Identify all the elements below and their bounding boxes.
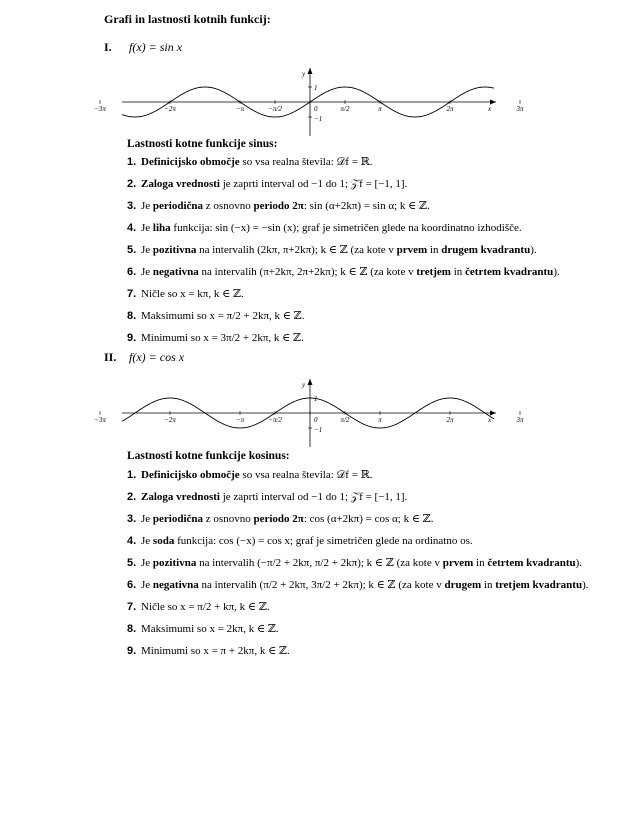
- property-item: [127, 333, 627, 355]
- page-title: Grafi in lastnosti kotnih funkcij:: [104, 12, 271, 26]
- property-text: [141, 579, 589, 591]
- property-item: [127, 602, 627, 624]
- property-text-part: Je: [141, 244, 153, 256]
- property-text: [141, 513, 434, 525]
- x-tick-label: π/2: [340, 105, 350, 113]
- property-text-bold: prvem: [442, 557, 474, 569]
- property-text-bold: Definicijsko območje: [141, 156, 240, 168]
- property-text-part: z osnovno: [203, 513, 254, 525]
- property-text-part: : sin (α+2kπ) = sin α; k ∈ ℤ.: [303, 200, 430, 212]
- x-tick-label: 0: [314, 105, 318, 113]
- properties-list-sin: [127, 157, 627, 355]
- y-tick-label: 1: [314, 395, 318, 403]
- x-tick-label: −3π: [94, 416, 106, 424]
- property-text-part: Je: [141, 222, 153, 234]
- x-tick-label: π/2: [340, 416, 350, 424]
- property-text-bold: Definicijsko območje: [141, 469, 240, 481]
- property-number: 3.: [127, 513, 137, 525]
- property-text: [141, 310, 304, 322]
- sine-graph: [94, 66, 524, 138]
- section-heading-sin: [104, 40, 182, 55]
- property-item: [127, 267, 627, 289]
- property-text-bold: periodo 2π: [253, 200, 304, 212]
- x-tick-label: −π/2: [268, 416, 282, 424]
- property-text-part: funkcija: cos (−x) = cos x; graf je simetričen glede na ordinatno os.: [174, 535, 473, 547]
- x-tick-label: π: [378, 416, 382, 424]
- property-text-bold: negativna: [152, 266, 199, 278]
- property-item: [127, 492, 627, 514]
- property-text-part: ).: [575, 557, 583, 569]
- property-item: [127, 223, 627, 245]
- property-text-bold: četrtem kvadrantu: [487, 557, 576, 569]
- property-text-part: Minimumi so x = π + 2kπ, k ∈ ℤ.: [141, 645, 290, 657]
- x-axis-label: x: [488, 416, 492, 424]
- x-tick-label: −π: [235, 416, 245, 424]
- x-tick-label: −π/2: [268, 105, 282, 113]
- property-text-part: na intervalih (−π/2 + 2kπ, π/2 + 2kπ); k ∈ ℤ (za kote v: [196, 557, 443, 569]
- x-axis-arrow: [490, 100, 496, 105]
- property-number: 9.: [127, 645, 137, 657]
- property-text: [141, 156, 373, 168]
- x-tick-label: 3π: [516, 416, 524, 424]
- x-tick-label: 3π: [516, 105, 524, 113]
- property-text-part: na intervalih (2kπ, π+2kπ); k ∈ ℤ (za kote v: [196, 244, 397, 256]
- x-tick-label: 2π: [446, 416, 454, 424]
- y-axis-label: y: [302, 70, 306, 78]
- property-number: 8.: [127, 623, 137, 635]
- property-text: [141, 535, 473, 547]
- property-item: [127, 289, 627, 311]
- property-number: 6.: [127, 579, 137, 591]
- property-text-bold: periodična: [152, 513, 204, 525]
- property-text: [141, 557, 582, 569]
- property-text: [141, 222, 522, 234]
- property-text-bold: pozitivna: [152, 244, 197, 256]
- property-number: 4.: [127, 535, 137, 547]
- property-text-bold: prvem: [396, 244, 428, 256]
- property-text-bold: liha: [152, 222, 171, 234]
- property-text-part: ).: [530, 244, 537, 256]
- property-number: 5.: [127, 244, 137, 256]
- property-item: [127, 470, 627, 492]
- property-item: [127, 201, 627, 223]
- property-item: [127, 157, 627, 179]
- properties-title: Lastnosti kotne funkcije sinus:: [127, 138, 278, 150]
- property-text-part: Ničle so x = kπ, k ∈ ℤ.: [141, 288, 244, 300]
- property-item: [127, 514, 627, 536]
- x-tick-label: 0: [314, 416, 318, 424]
- property-text: [141, 288, 244, 300]
- sine-graph-svg: [94, 66, 524, 138]
- section-number: I.: [104, 40, 112, 54]
- property-text: [141, 332, 304, 344]
- property-text-part: Je: [141, 266, 153, 278]
- property-item: [127, 245, 627, 267]
- property-item: [127, 311, 627, 333]
- property-item: [127, 179, 627, 201]
- property-text: [141, 645, 290, 657]
- property-text-bold: drugem: [444, 579, 482, 591]
- property-text-part: in: [427, 244, 442, 256]
- y-tick-label: −1: [314, 115, 323, 123]
- property-number: 3.: [127, 200, 137, 212]
- property-text-part: Ničle so x = π/2 + kπ, k ∈ ℤ.: [141, 601, 270, 613]
- property-text-bold: periodična: [152, 200, 204, 212]
- y-axis-label: y: [302, 381, 306, 389]
- property-number: 8.: [127, 310, 137, 322]
- x-axis-label: x: [488, 105, 492, 113]
- property-text-part: Je: [141, 200, 153, 212]
- x-tick-label: −π: [235, 105, 245, 113]
- property-text-part: in: [450, 266, 466, 278]
- property-text-part: in: [473, 557, 488, 569]
- function-label: f(x) = cos x: [129, 350, 185, 364]
- property-number: 9.: [127, 332, 137, 344]
- x-axis-arrow: [490, 411, 496, 416]
- x-tick-label: −2π: [164, 105, 176, 113]
- property-number: 2.: [127, 491, 137, 503]
- property-text-part: ).: [582, 579, 589, 591]
- property-text: [141, 244, 537, 256]
- cosine-graph: [94, 377, 524, 449]
- property-text-bold: periodo 2π: [253, 513, 304, 525]
- property-text-part: Maksimumi so x = 2kπ, k ∈ ℤ.: [141, 623, 279, 635]
- property-text: [141, 178, 407, 190]
- property-text: [141, 200, 430, 212]
- property-number: 7.: [127, 288, 137, 300]
- property-text-part: je zaprti interval od −1 do 1; 𝒵f = [−1, 1].: [219, 178, 408, 190]
- property-text-part: so vsa realna števila: 𝒟f = ℝ.: [239, 156, 373, 168]
- property-number: 7.: [127, 601, 137, 613]
- property-text-bold: pozitivna: [152, 557, 197, 569]
- property-text-part: funkcija: sin (−x) = −sin (x); graf je simetričen glede na koordinatno izhodišče.: [170, 222, 522, 234]
- y-tick-label: 1: [314, 84, 318, 92]
- property-text-part: ).: [553, 266, 560, 278]
- property-text-part: so vsa realna števila: 𝒟f = ℝ.: [239, 469, 373, 481]
- property-text-bold: negativna: [152, 579, 199, 591]
- property-text: [141, 491, 407, 503]
- property-text-part: Maksimumi so x = π/2 + 2kπ, k ∈ ℤ.: [141, 310, 305, 322]
- property-text: [141, 601, 270, 613]
- property-text-part: Je: [141, 535, 153, 547]
- property-text: [141, 469, 373, 481]
- property-text-bold: Zaloga vrednosti: [141, 178, 220, 190]
- property-text-part: Je: [141, 513, 153, 525]
- property-text-part: in: [481, 579, 496, 591]
- property-item: [127, 558, 627, 580]
- properties-title: Lastnosti kotne funkcije kosinus:: [127, 450, 290, 462]
- property-item: [127, 646, 627, 668]
- property-text-part: Minimumi so x = 3π/2 + 2kπ, k ∈ ℤ.: [141, 332, 304, 344]
- property-number: 1.: [127, 469, 137, 481]
- x-tick-label: 2π: [446, 105, 454, 113]
- property-number: 6.: [127, 266, 137, 278]
- function-label: f(x) = sin x: [129, 40, 183, 54]
- section-heading-cos: [104, 350, 184, 365]
- property-item: [127, 536, 627, 558]
- y-axis-arrow: [308, 68, 313, 74]
- section-number: II.: [104, 350, 117, 364]
- y-tick-label: −1: [314, 426, 323, 434]
- property-text-part: : cos (α+2kπ) = cos α; k ∈ ℤ.: [303, 513, 434, 525]
- property-item: [127, 580, 627, 602]
- x-tick-label: −3π: [94, 105, 106, 113]
- property-text-bold: četrtem kvadrantu: [465, 266, 554, 278]
- x-tick-label: −2π: [164, 416, 176, 424]
- properties-list-cos: [127, 470, 627, 668]
- property-item: [127, 624, 627, 646]
- property-number: 5.: [127, 557, 137, 569]
- property-text-bold: tretjem kvadrantu: [495, 579, 583, 591]
- property-text-part: je zaprti interval od −1 do 1; 𝒵f = [−1, 1].: [219, 491, 408, 503]
- property-text-bold: drugem kvadrantu: [441, 244, 531, 256]
- property-number: 1.: [127, 156, 137, 168]
- property-text-part: na intervalih (π+2kπ, 2π+2kπ); k ∈ ℤ (za kote v: [198, 266, 417, 278]
- property-number: 2.: [127, 178, 137, 190]
- property-text-bold: soda: [152, 535, 175, 547]
- property-text-bold: Zaloga vrednosti: [141, 491, 220, 503]
- cosine-graph-svg: [94, 377, 524, 449]
- property-text-part: na intervalih (π/2 + 2kπ, 3π/2 + 2kπ); k ∈ ℤ (za kote v: [198, 579, 445, 591]
- property-text-part: z osnovno: [203, 200, 254, 212]
- y-axis-arrow: [308, 379, 313, 385]
- property-text: [141, 623, 279, 635]
- property-text-part: Je: [141, 557, 153, 569]
- property-text-bold: tretjem: [416, 266, 451, 278]
- property-text: [141, 266, 560, 278]
- property-number: 4.: [127, 222, 137, 234]
- property-text-part: Je: [141, 579, 153, 591]
- x-tick-label: π: [378, 105, 382, 113]
